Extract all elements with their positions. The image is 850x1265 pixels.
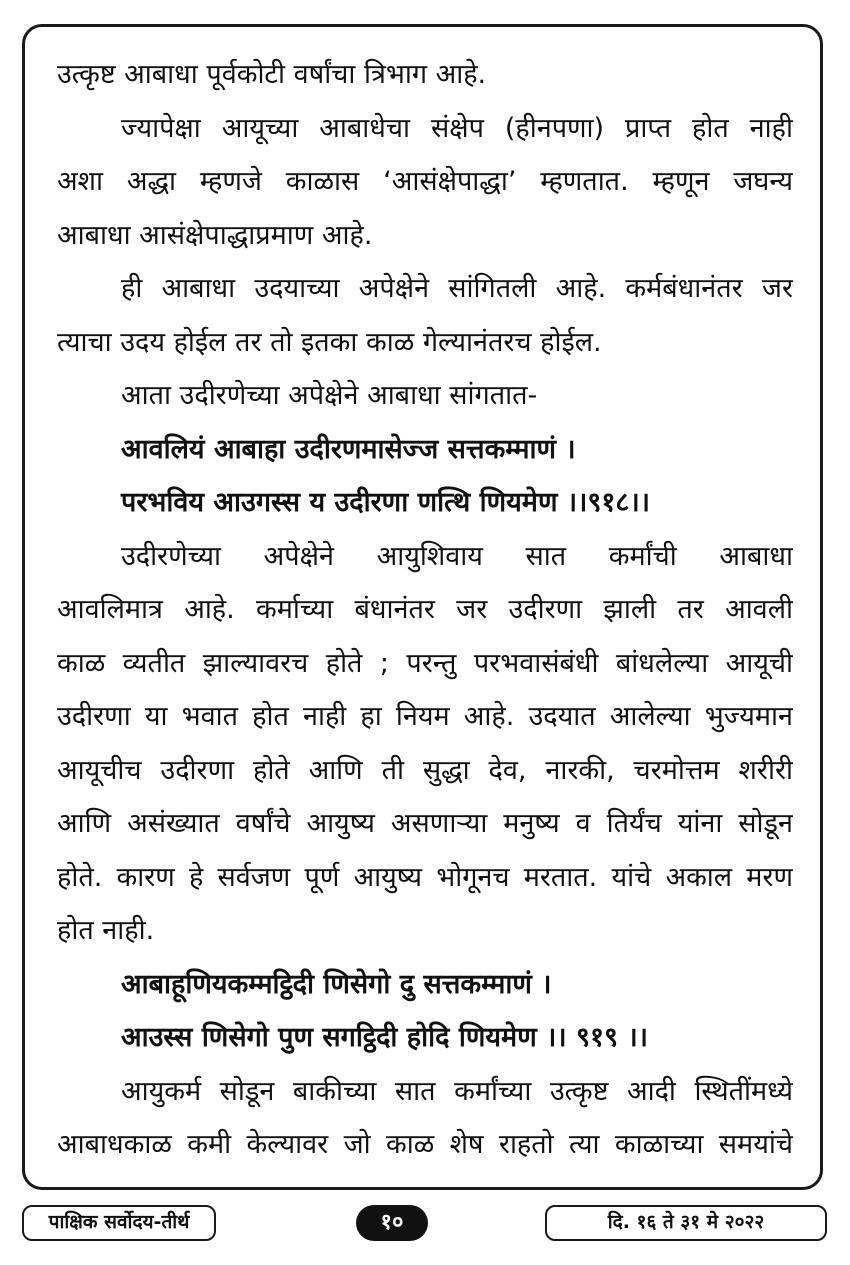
page-number-badge: १० [356, 1205, 428, 1241]
page-body [57, 48, 793, 1172]
publication-label: पाक्षिक सर्वोदय-तीर्थ [22, 1205, 216, 1241]
text-line: अशा अद्धा म्हणजे काळास ‘आसंक्षेपाद्धा’ म्हणतात. म्हणून जघन्य [57, 166, 793, 197]
verse-line: परभविय आउगस्स य उदीरणा णत्थि णियमेण ।।९१८।। [121, 487, 650, 518]
paragraph-start: आयुकर्म सोडून बाकीच्या सात कर्मांच्या उत्कृष्ट आदी स्थितींमध्ये [121, 1075, 793, 1107]
text-line: आणि असंख्यात वर्षांचे आयुष्य असणाऱ्या मनुष्य व तिर्यंच यांना सोडून [57, 808, 793, 839]
text-line: आबाधा आसंक्षेपाद्धाप्रमाण आहे. [57, 219, 373, 251]
paragraph-start: ही आबाधा उदयाच्या अपेक्षेने सांगितली आहे. कर्मबंधानंतर जर [121, 273, 793, 304]
paragraph-start: उदीरणेच्या अपेक्षेने आयुशिवाय सात कर्मांची आबाधा [121, 540, 793, 572]
verse-line: आवलियं आबाहा उदीरणमासेज्ज सत्तकम्माणं । [121, 433, 576, 465]
text-line: काळ व्यतीत झाल्यावरच होते ; परन्तु परभवासंबंधी बांधलेल्या आयूची [57, 647, 793, 679]
text-line: होते. कारण हे सर्वजण पूर्ण आयुष्य भोगूनच मरतात. यांचे अकाल मरण [57, 861, 793, 893]
paragraph-start: आता उदीरणेच्या अपेक्षेने आबाधा सांगतात- [121, 380, 538, 411]
text-line: आयूचीच उदीरणा होते आणि ती सुद्धा देव, नारकी, चरमोत्तम शरीरी [57, 754, 793, 786]
verse-line: आउस्स णिसेगो पुण सगट्ठिदी होदि णियमेण ।। ९१९ ।। [121, 1022, 648, 1053]
text-line: होत नाही. [57, 915, 155, 946]
text-line: आबाधकाळ कमी केल्यावर जो काळ शेष राहतो त्या काळाच्या समयांचे [57, 1129, 793, 1160]
text-line: आवलिमात्र आहे. कर्माच्या बंधानंतर जर उदीरणा झाली तर आवली [57, 594, 793, 625]
text-line: त्याचा उदय होईल तर तो इतका काळ गेल्यानंतरच होईल. [57, 326, 602, 358]
paragraph-start: ज्यापेक्षा आयूच्या आबाधेचा संक्षेप (हीनपणा) प्राप्त होत नाही [121, 112, 793, 144]
text-line: उदीरणा या भवात होत नाही हा नियम आहे. उदयात आलेल्या भुज्यमान [57, 701, 793, 732]
verse-line: आबाहूणियकम्मट्ठिदी णिसेगो दु सत्तकम्माणं । [121, 968, 552, 1000]
text-line: उत्कृष्ट आबाधा पूर्वकोटी वर्षांचा त्रिभाग आहे. [57, 59, 487, 90]
issue-date-label: दि. १६ ते ३१ मे २०२२ [545, 1205, 827, 1241]
